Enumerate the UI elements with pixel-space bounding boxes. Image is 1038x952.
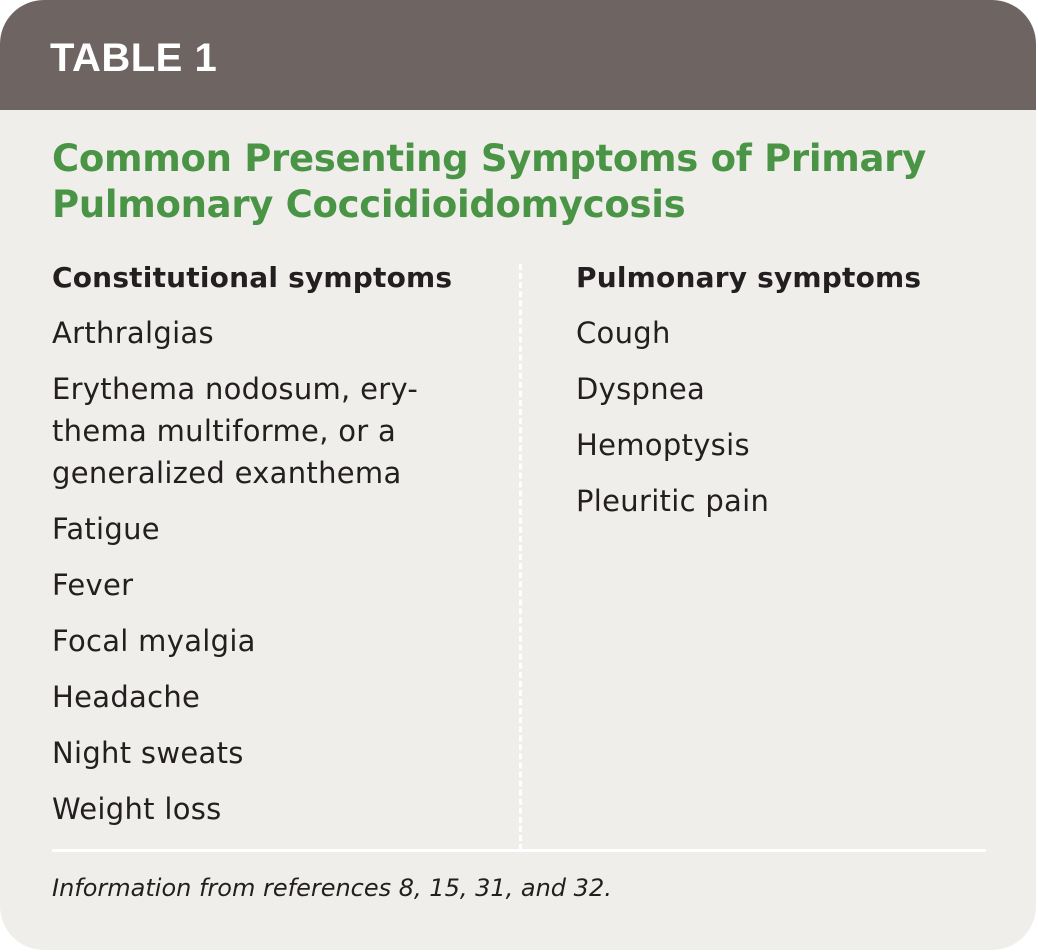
list-item: Hemoptysis bbox=[576, 428, 750, 462]
column-divider bbox=[519, 264, 522, 850]
footnote: Information from references 8, 15, 31, and 32. bbox=[52, 874, 612, 902]
column-heading-pulmonary: Pulmonary symptoms bbox=[576, 261, 922, 294]
footnote-divider bbox=[52, 849, 986, 852]
constitutional-symptoms-column bbox=[52, 258, 492, 830]
list-item: Fever bbox=[52, 568, 134, 602]
table-header-bar bbox=[0, 0, 1036, 110]
table-label: TABLE 1 bbox=[50, 36, 218, 80]
pulmonary-symptoms-list bbox=[576, 312, 996, 522]
list-item: Weight loss bbox=[52, 792, 222, 826]
column-heading-constitutional: Constitutional symptoms bbox=[52, 261, 453, 294]
list-item: Dyspnea bbox=[576, 372, 706, 406]
list-item: Erythema nodosum, ery- thema multiforme, or a generalized exanthema bbox=[52, 372, 419, 490]
list-item: Headache bbox=[52, 680, 201, 714]
constitutional-symptoms-list bbox=[52, 312, 492, 830]
list-item: Focal myalgia bbox=[52, 624, 256, 658]
list-item: Fatigue bbox=[52, 512, 160, 546]
pulmonary-symptoms-column bbox=[576, 258, 996, 522]
list-item: Night sweats bbox=[52, 736, 244, 770]
list-item: Arthralgias bbox=[52, 316, 214, 350]
table-title: Common Presenting Symptoms of Primary Pulmonary Coccidioidomycosis bbox=[52, 137, 926, 226]
list-item: Cough bbox=[576, 316, 671, 350]
list-item: Pleuritic pain bbox=[576, 484, 770, 518]
